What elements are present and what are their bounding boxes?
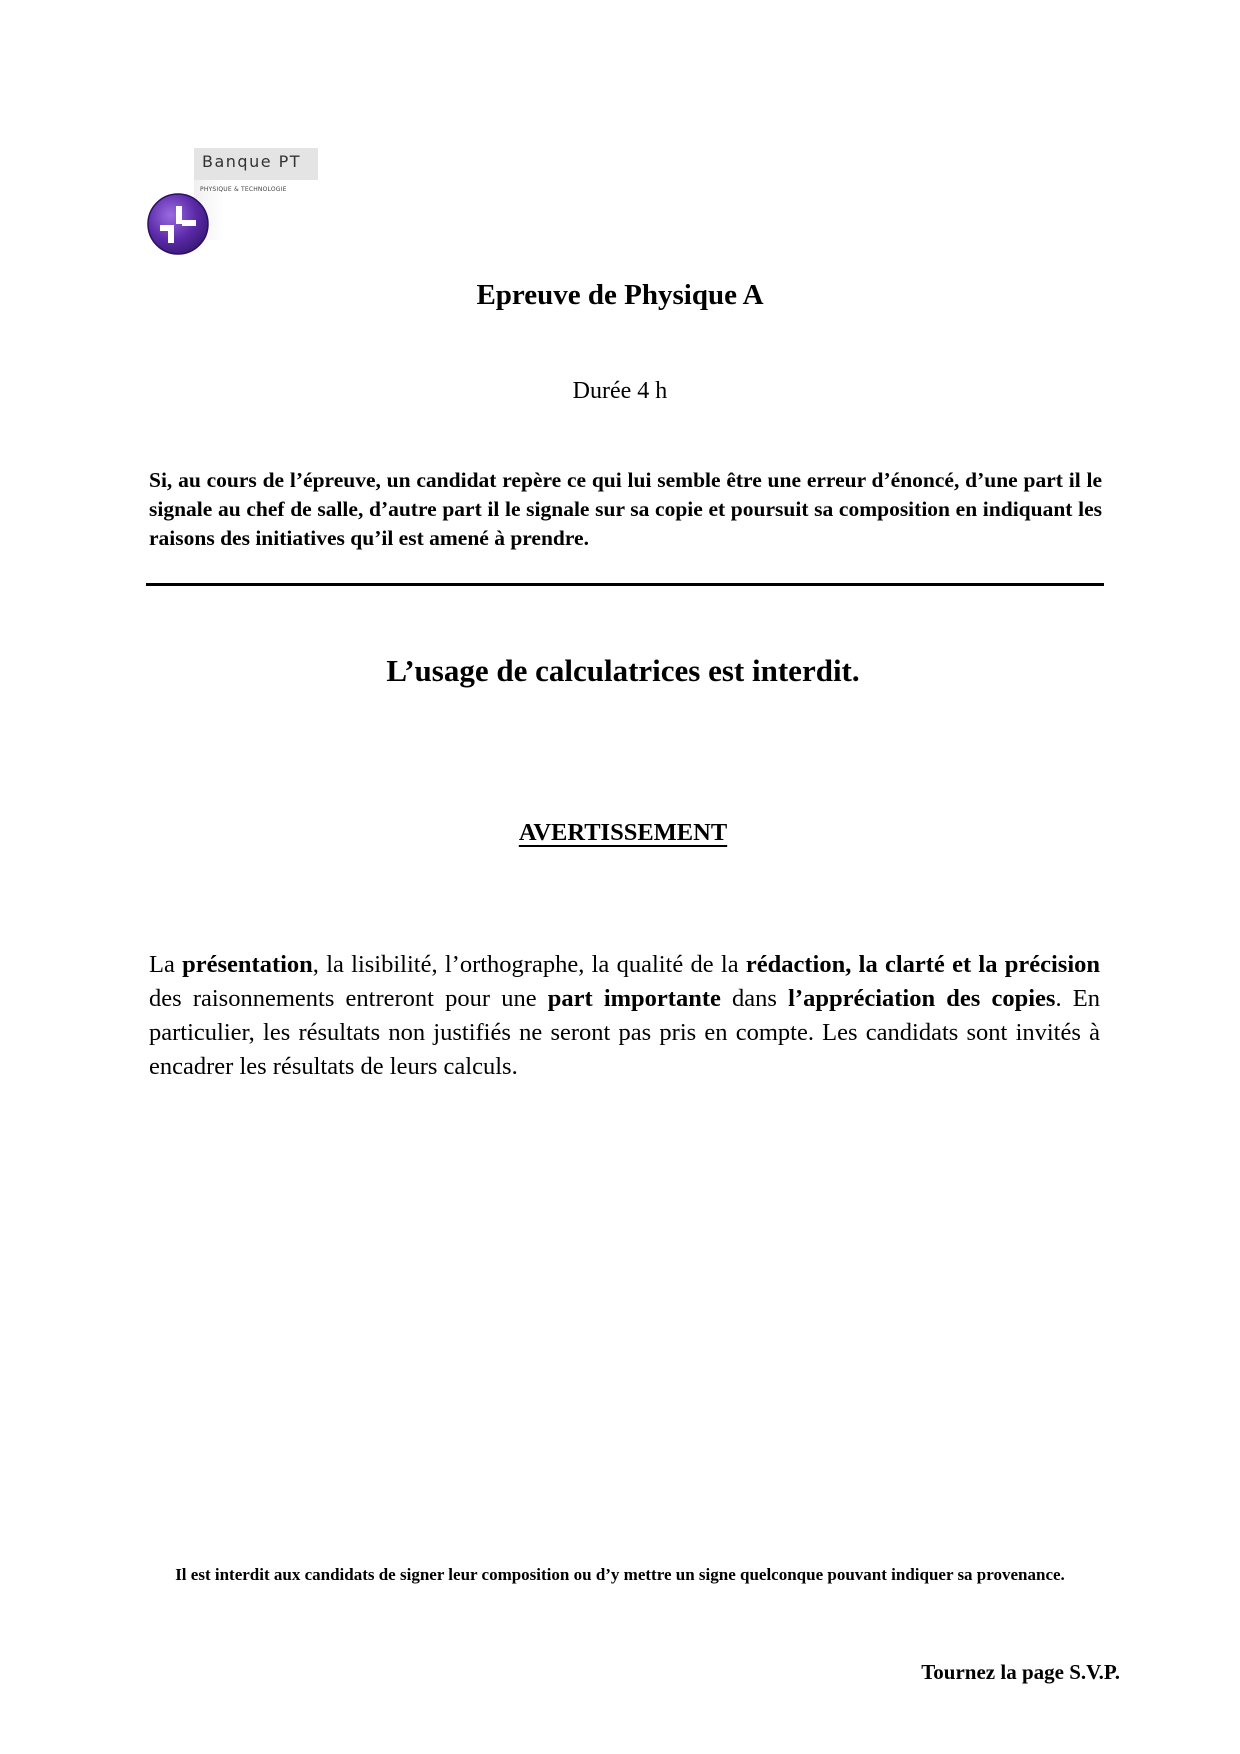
warning-text-5: . En particulier, les résultats non justifiés ne seront pas pris en compte. Les candidats sont invités à encadrer les résultats de leurs calculs. (149, 985, 1100, 1080)
page-title: Epreuve de Physique A (476, 279, 764, 311)
banque-pt-logo (146, 148, 326, 252)
calculator-rule: L’usage de calculatrices est interdit. (386, 653, 860, 688)
warning-bold-2: rédaction, la clarté et la précision (745, 951, 1101, 978)
logo-brand-text: Banque PT (202, 152, 302, 171)
warning-text-2: , la lisibilité, l’orthographe, la qualité de la (312, 951, 746, 978)
warning-text-1: La (149, 951, 183, 978)
logo-disc-icon (146, 192, 210, 256)
horizontal-rule (146, 583, 1104, 586)
warning-text-3: des raisonnements entreront pour une (149, 985, 548, 1012)
warning-bold-4: l’appréciation des copies (788, 985, 1056, 1012)
logo-subtitle: PHYSIQUE & TECHNOLOGIE (200, 186, 287, 193)
warning-body (149, 948, 1100, 1084)
error-notice: Si, au cours de l’épreuve, un candidat repère ce qui lui semble être une erreur d’énoncé, d’une part il le signale au chef de salle, d’autre part il le signale sur sa copie et poursuit sa composition en indiquant les raisons des initiatives qu’il est amené à prendre. (149, 468, 1102, 550)
warning-bold-3: part importante (547, 985, 721, 1012)
warning-heading-text: AVERTISSEMENT (518, 819, 728, 846)
warning-bold-1: présentation (182, 951, 313, 978)
anonymity-note: Il est interdit aux candidats de signer leur composition ou d’y mettre un signe quelconque pouvant indiquer sa provenance. (175, 1565, 1065, 1584)
warning-heading (0, 819, 1240, 847)
warning-text-4: dans (720, 985, 789, 1012)
exam-duration: Durée 4 h (572, 378, 668, 404)
turn-page-note: Tournez la page S.V.P. (921, 1660, 1120, 1684)
